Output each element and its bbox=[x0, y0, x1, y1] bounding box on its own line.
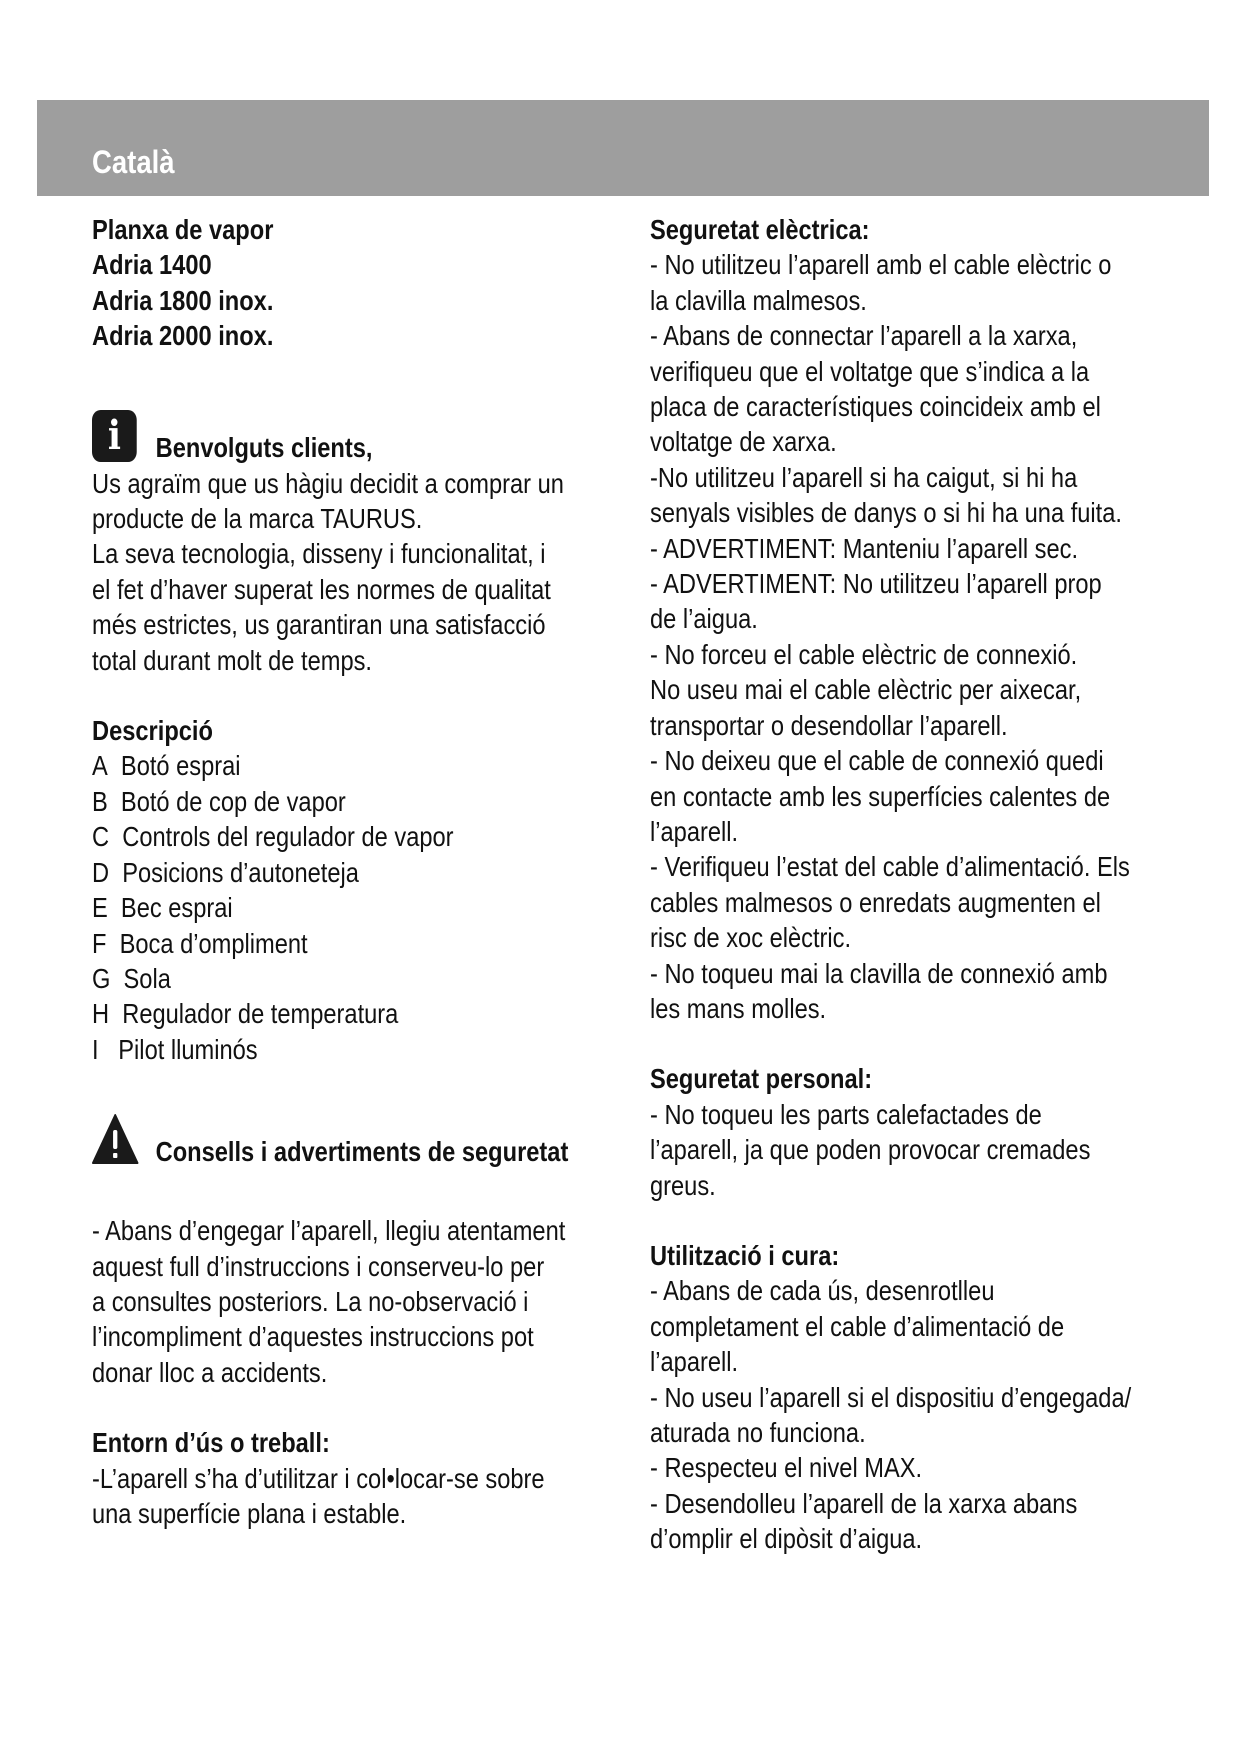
electrical-safety-line: - Verifiqueu l’estat del cable d’alimentació. Els bbox=[650, 851, 1130, 883]
usage-care-line: - No useu l’aparell si el dispositiu d’engegada/ bbox=[650, 1381, 1132, 1413]
electrical-safety-line: - No forceu el cable elèctric de connexió. bbox=[650, 638, 1078, 670]
greeting-line: més estrictes, us garantiran una satisfacció bbox=[92, 609, 546, 641]
electrical-safety-line: risc de xoc elèctric. bbox=[650, 922, 852, 954]
safety-section bbox=[92, 1113, 574, 1390]
safety-heading-row bbox=[92, 1113, 574, 1169]
description-item: D Posicions d’autoneteja bbox=[92, 856, 359, 888]
warning-icon bbox=[92, 1113, 138, 1165]
safety-line: - Abans d’engegar l’aparell, llegiu atentament bbox=[92, 1215, 566, 1247]
description-section bbox=[92, 713, 574, 1067]
description-item: B Botó de cop de vapor bbox=[92, 785, 346, 817]
product-model: Adria 2000 inox. bbox=[92, 320, 274, 352]
usage-care-section bbox=[650, 1238, 1166, 1557]
description-item: C Controls del regulador de vapor bbox=[92, 821, 454, 853]
description-heading: Descripció bbox=[92, 715, 213, 747]
usage-care-line: - Abans de cada ús, desenrotlleu bbox=[650, 1275, 995, 1307]
product-name: Planxa de vapor bbox=[92, 214, 274, 245]
electrical-safety-heading: Seguretat elèctrica: bbox=[650, 214, 870, 245]
personal-safety-section bbox=[650, 1061, 1166, 1203]
safety-line: aquest full d’instruccions i conserveu-lo per bbox=[92, 1250, 545, 1282]
usage-care-heading: Utilització i cura: bbox=[650, 1239, 840, 1271]
electrical-safety-line: la clavilla malmesos. bbox=[650, 284, 867, 316]
usage-care-line: aturada no funciona. bbox=[650, 1417, 866, 1448]
left-column bbox=[92, 212, 574, 1531]
greeting-line: total durant molt de temps. bbox=[92, 644, 373, 676]
electrical-safety-line: - ADVERTIMENT: No utilitzeu l’aparell prop bbox=[650, 568, 1102, 600]
electrical-safety-line: les mans molles. bbox=[650, 992, 827, 1024]
greeting-line: Us agraïm que us hàgiu decidit a comprar un bbox=[92, 467, 564, 499]
description-item: G Sola bbox=[92, 962, 171, 994]
personal-safety-line: l’aparell, ja que poden provocar cremades bbox=[650, 1134, 1091, 1166]
electrical-safety-line: cables malmesos o enredats augmenten el bbox=[650, 886, 1101, 918]
electrical-safety-line: - ADVERTIMENT: Manteniu l’aparell sec. bbox=[650, 532, 1079, 564]
personal-safety-heading: Seguretat personal: bbox=[650, 1063, 873, 1095]
product-model: Adria 1800 inox. bbox=[92, 284, 274, 316]
description-item: F Boca d’ompliment bbox=[92, 927, 308, 959]
usage-care-line: completament el cable d’alimentació de bbox=[650, 1310, 1065, 1342]
greeting-section bbox=[92, 410, 574, 678]
electrical-safety-line: senyals visibles de danys o si hi ha una fuita. bbox=[650, 497, 1122, 529]
safety-heading: Consells i advertiments de seguretat bbox=[155, 1135, 569, 1167]
environment-line: una superfície plana i estable. bbox=[92, 1497, 407, 1529]
greeting-heading-row bbox=[92, 410, 574, 466]
product-model: Adria 1400 bbox=[92, 249, 212, 281]
safety-line: l’incompliment d’aquestes instruccions pot bbox=[92, 1321, 534, 1353]
description-item: A Botó esprai bbox=[92, 750, 241, 782]
usage-care-line: l’aparell. bbox=[650, 1346, 739, 1378]
greeting-line: el fet d’haver superat les normes de qualitat bbox=[92, 573, 551, 605]
usage-care-line: - Respecteu el nivel MAX. bbox=[650, 1452, 923, 1484]
personal-safety-line: greus. bbox=[650, 1169, 716, 1201]
environment-line: -L’aparell s’ha d’utilitzar i col•locar-se sobre bbox=[92, 1462, 545, 1494]
personal-safety-line: - No toqueu les parts calefactades de bbox=[650, 1098, 1042, 1130]
description-item: E Bec esprai bbox=[92, 892, 233, 924]
language-header bbox=[37, 100, 1209, 196]
greeting-heading: Benvolguts clients, bbox=[155, 432, 373, 464]
greeting-line: La seva tecnologia, disseny i funcionalitat, i bbox=[92, 538, 546, 570]
language-title: Català bbox=[92, 144, 175, 180]
environment-heading: Entorn d’ús o treball: bbox=[92, 1427, 330, 1459]
electrical-safety-line: de l’aigua. bbox=[650, 603, 758, 635]
environment-section bbox=[92, 1425, 574, 1531]
usage-care-line: - Desendolleu l’aparell de la xarxa abans bbox=[650, 1487, 1078, 1519]
product-block bbox=[92, 212, 574, 354]
electrical-safety-line: transportar o desendollar l’aparell. bbox=[650, 709, 1008, 741]
right-column bbox=[650, 212, 1166, 1557]
electrical-safety-line: voltatge de xarxa. bbox=[650, 426, 837, 458]
greeting-line: producte de la marca TAURUS. bbox=[92, 503, 423, 535]
usage-care-line: d’omplir el dipòsit d’aigua. bbox=[650, 1523, 923, 1555]
electrical-safety-line: verifiqueu que el voltatge que s’indica a la bbox=[650, 355, 1090, 387]
electrical-safety-line: - Abans de connectar l’aparell a la xarxa, bbox=[650, 320, 1078, 352]
electrical-safety-line: -No utilitzeu l’aparell si ha caigut, si hi ha bbox=[650, 461, 1078, 493]
electrical-safety-line: - No toqueu mai la clavilla de connexió amb bbox=[650, 957, 1108, 989]
safety-line: donar lloc a accidents. bbox=[92, 1356, 328, 1388]
electrical-safety-line: l’aparell. bbox=[650, 815, 739, 847]
electrical-safety-section bbox=[650, 212, 1166, 1026]
safety-line: a consultes posteriors. La no-observació i bbox=[92, 1285, 529, 1317]
description-item: H Regulador de temperatura bbox=[92, 998, 399, 1030]
electrical-safety-line: placa de característiques coincideix amb el bbox=[650, 391, 1101, 423]
electrical-safety-line: No useu mai el cable elèctric per aixecar, bbox=[650, 674, 1082, 706]
electrical-safety-line: - No deixeu que el cable de connexió quedi bbox=[650, 745, 1104, 777]
electrical-safety-line: - No utilitzeu l’aparell amb el cable elèctric o bbox=[650, 249, 1112, 281]
description-item: I Pilot lluminós bbox=[92, 1033, 258, 1065]
electrical-safety-line: en contacte amb les superfícies calentes de bbox=[650, 780, 1111, 812]
info-icon: i bbox=[92, 410, 137, 462]
